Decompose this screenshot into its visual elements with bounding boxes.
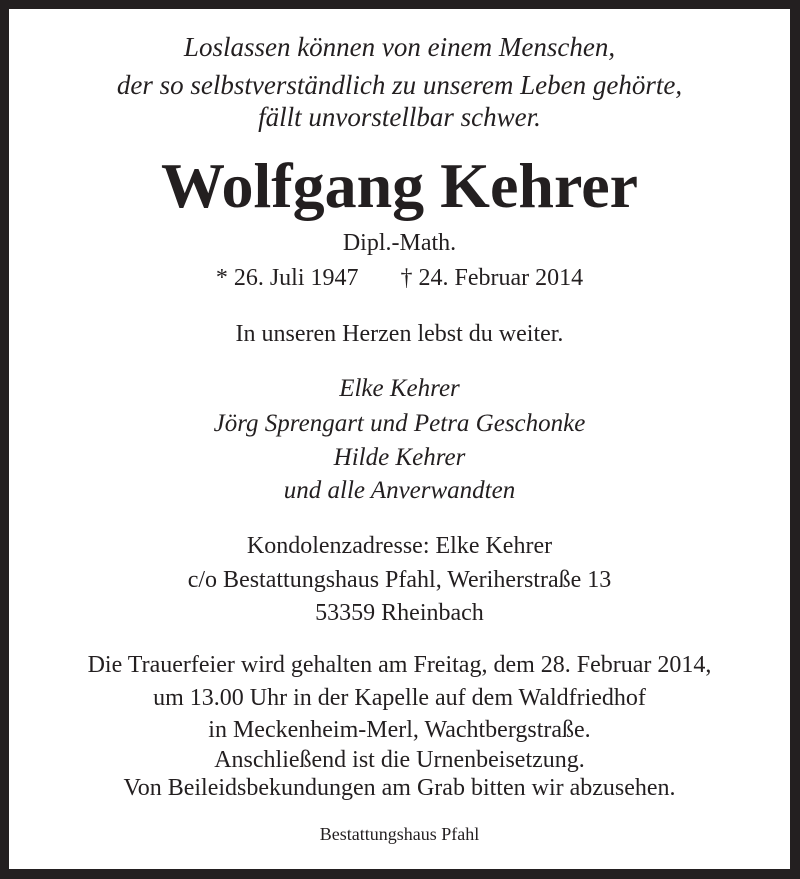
mourner: Jörg Sprengart und Petra Geschonke [213, 410, 586, 437]
deceased-name: Wolfgang Kehrer [161, 150, 638, 221]
life-dates [9, 266, 790, 290]
address-line: c/o Bestattungshaus Pfahl, Weriherstraße 13 [187, 567, 612, 593]
ceremony-line: Von Beileidsbekundungen am Grab bitten wir abzusehen. [123, 775, 676, 801]
ceremony-line: um 13.00 Uhr in der Kapelle auf dem Waldfriedhof [153, 685, 646, 711]
mourner: Elke Kehrer [339, 375, 460, 402]
death-date: † 24. Februar 2014 [400, 265, 584, 291]
ceremony-line: Die Trauerfeier wird gehalten am Freitag, dem 28. Februar 2014, [87, 652, 712, 678]
birth-date: * 26. Juli 1947 [215, 265, 359, 291]
motto-line: der so selbstverständlich zu unserem Leben gehörte, [116, 70, 683, 100]
address-line: 53359 Rheinbach [315, 600, 484, 626]
mourner: Hilde Kehrer [333, 444, 466, 471]
funeral-home: Bestattungshaus Pfahl [319, 824, 480, 844]
ceremony-line: in Meckenheim-Merl, Wachtbergstraße. [208, 717, 591, 743]
academic-title: Dipl.-Math. [342, 230, 457, 256]
ceremony-line: Anschließend ist die Urnenbeisetzung. [214, 747, 585, 773]
motto-line: fällt unvorstellbar schwer. [258, 102, 541, 132]
obituary-card [9, 9, 790, 869]
mourner: und alle Anverwandten [283, 477, 516, 504]
address-line: Kondolenzadresse: Elke Kehrer [246, 533, 553, 559]
remembrance-text: In unseren Herzen lebst du weiter. [235, 321, 564, 347]
motto-line: Loslassen können von einem Menschen, [183, 32, 616, 62]
